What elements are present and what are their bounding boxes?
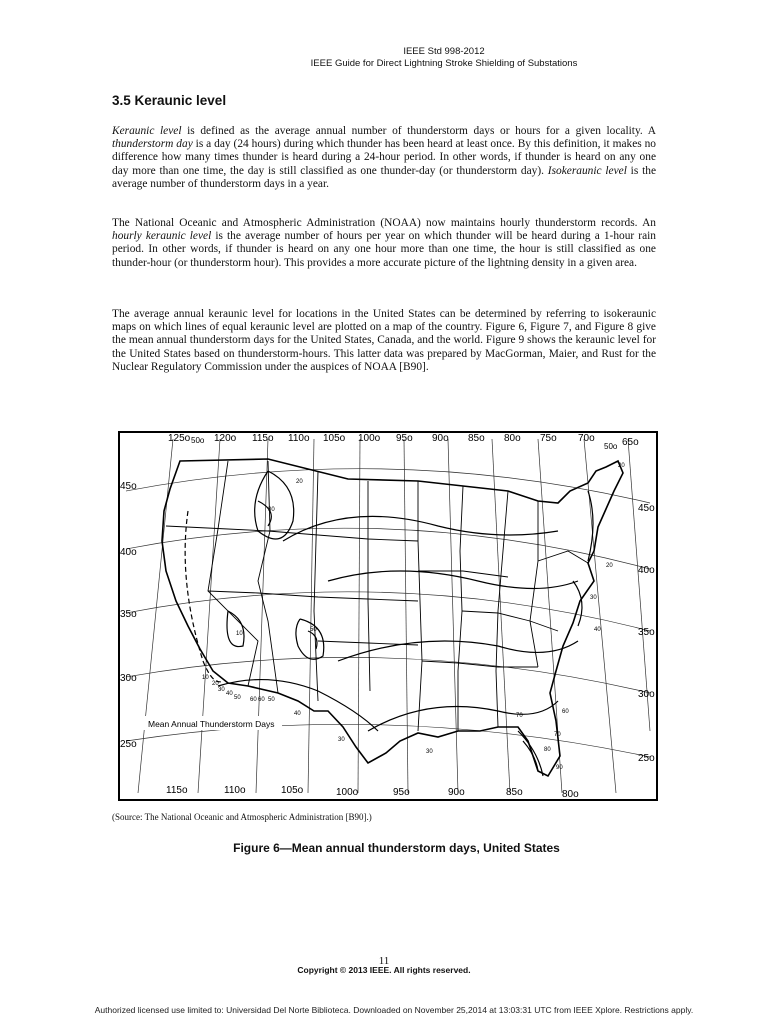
lon-label: 65o: [622, 437, 639, 448]
thunderstorm-days-map: [118, 431, 658, 801]
paragraph-isokeraunic-maps: The average annual keraunic level for locations in the United States can be determined by referring to isokeraunic maps on which lines of equal keraunic level are plotted on a map of the country. Figure 6, Figure 7, and Figure 8 give the mean annual thunderstorm days for the United States, Canada, and the world. Figure 9 shows the keraunic level for the United States based on thunderstorm-hours. This latter data was prepared by MacGorman, Maier, and Rust for the Nuclear Regulatory Commission under the auspices of NOAA [B90].: [112, 308, 656, 373]
contour-label: 70: [554, 732, 561, 738]
lon-label: 50o: [191, 436, 205, 445]
section-heading: 3.5 Keraunic level: [112, 93, 227, 108]
figure-caption: Figure 6—Mean annual thunderstorm days, United States: [233, 841, 560, 855]
term-thunderstorm-day: thunderstorm day: [112, 138, 193, 151]
header-document-title: IEEE Guide for Direct Lightning Stroke Shielding of Substations: [310, 58, 578, 69]
lon-label: 115o: [166, 785, 188, 796]
contour-label: 10: [202, 675, 209, 681]
paragraph-text: is the average number of thunderstorm days in a year.: [112, 164, 656, 190]
lat-label: 45o: [638, 503, 655, 514]
lat-label: 45o: [120, 481, 137, 492]
contour-label: 10: [236, 631, 243, 637]
contour-label: 30: [590, 595, 597, 601]
paragraph-text: The National Oceanic and Atmospheric Administration (NOAA) now maintains hourly thunderstorm records. An: [112, 217, 656, 229]
lon-label: 85o: [506, 787, 523, 798]
contour-label: 90: [556, 765, 563, 771]
map-frame: [119, 432, 657, 800]
term-keraunic-level: Keraunic level: [112, 125, 182, 137]
contour-label: 50: [234, 695, 241, 701]
term-isokeraunic-level: Isokeraunic level: [547, 164, 627, 177]
header-standard-number: IEEE Std 998-2012: [403, 46, 485, 57]
lat-label: 40o: [638, 565, 655, 576]
figure-source: (Source: The National Oceanic and Atmospheric Administration [B90].): [112, 812, 372, 822]
lat-label: 40o: [120, 547, 137, 558]
contour-label: 50: [268, 697, 275, 703]
lat-label: 35o: [120, 609, 137, 620]
contour-label: 40: [594, 627, 601, 633]
contour-label: 50: [310, 627, 317, 633]
lon-label: 110o: [288, 433, 310, 444]
contour-label: 60: [250, 697, 257, 703]
contour-label: 60: [258, 697, 265, 703]
license-notice: Authorized licensed use limited to: Universidad Del Norte Biblioteca. Downloaded on November 25,2014 at 13:03:31 UTC from IEEE Xplore. Restrictions apply.: [94, 1005, 694, 1015]
lon-label: 50o: [604, 442, 618, 451]
contour-label: 20: [296, 479, 303, 485]
contour-label: 20: [212, 681, 219, 687]
lon-label: 75o: [540, 433, 557, 444]
contour-label: 20: [606, 563, 613, 569]
lon-label: 105o: [323, 433, 346, 444]
paragraph-noaa-hourly: [112, 217, 656, 270]
lon-label: 100o: [336, 787, 359, 798]
lon-label: 85o: [468, 433, 485, 444]
lon-label: 95o: [396, 433, 413, 444]
paragraph-text: is the average number of hours per year on which thunder will be heard during a 1-hour rain period. In other words, if thunder is heard on any one hour more than one time, the hour is still classified as one thunder-hour (or thunderstorm hour). This provides a more accurate picture of the lightning density in a given area.: [112, 230, 656, 269]
lon-label: 95o: [393, 787, 410, 798]
lon-label: 90o: [432, 433, 449, 444]
lon-label: 105o: [281, 785, 304, 796]
lat-label: 30o: [638, 689, 655, 700]
contour-label: 40: [294, 711, 301, 717]
lat-label: 35o: [638, 627, 655, 638]
paragraph-text: is a day (24 hours) during which thunder has been heard at least once. By this definition, it makes no difference how many times thunder is heard during a 24-hour period. In other words, if thunder is heard on any one day more than one time, the day is still classified as one thunder-day (or thunderstorm day).: [112, 138, 656, 177]
term-hourly-keraunic-level: hourly keraunic level: [112, 230, 212, 243]
lon-label: 80o: [504, 433, 521, 444]
contour-label: 40: [226, 691, 233, 697]
contour-label: 70: [516, 713, 523, 719]
lon-label: 120o: [214, 433, 237, 444]
contour-label: 30: [218, 687, 225, 693]
lon-label: 115o: [252, 433, 274, 444]
contour-label: 30: [426, 749, 433, 755]
paragraph-keraunic-definition: [112, 125, 656, 191]
lat-label: 25o: [638, 753, 655, 764]
contour-label: 30: [338, 737, 345, 743]
lon-label: 110o: [224, 785, 246, 796]
lat-label: 25o: [120, 739, 137, 750]
lon-label: 100o: [358, 433, 381, 444]
copyright-notice: Copyright © 2013 IEEE. All rights reserved.: [297, 965, 471, 975]
lon-label: 90o: [448, 787, 465, 798]
contour-label: 60: [562, 709, 569, 715]
page-number: 11: [378, 955, 390, 967]
lat-label: 30o: [120, 673, 137, 684]
paragraph-text: is defined as the average annual number of thunderstorm days or hours for a given locality. A: [181, 125, 656, 137]
contour-label: 80: [544, 747, 551, 753]
lon-label: 70o: [578, 433, 595, 444]
contour-label: 30: [268, 507, 275, 513]
contour-label: 20: [618, 463, 625, 469]
lon-label: 125o: [168, 433, 191, 444]
map-title: Mean Annual Thunderstorm Days: [148, 719, 275, 729]
lon-label: 80o: [562, 789, 579, 800]
